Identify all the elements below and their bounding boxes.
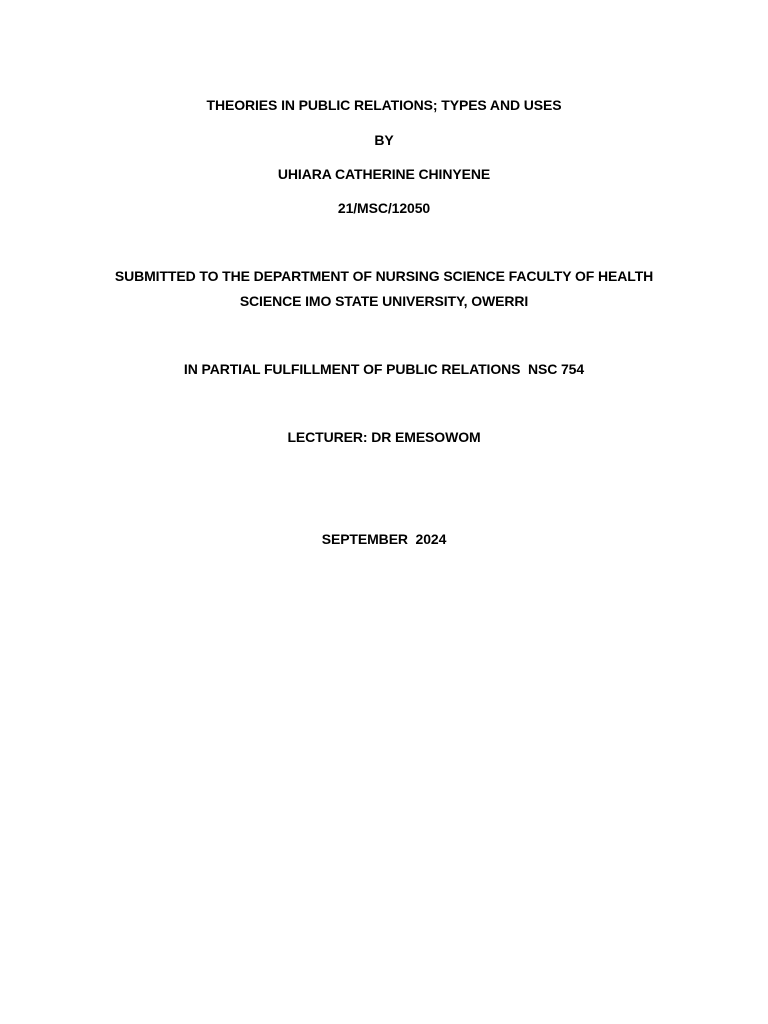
submitted-to-line-1: SUBMITTED TO THE DEPARTMENT OF NURSING SCIENCE FACULTY OF HEALTH [114,268,654,284]
registration-number: 21/MSC/12050 [337,200,431,216]
lecturer: LECTURER: DR EMESOWOM [287,429,481,445]
partial-fulfillment: IN PARTIAL FULFILLMENT OF PUBLIC RELATIONS NSC 754 [183,361,585,377]
submission-date: SEPTEMBER 2024 [321,531,447,547]
author-name: UHIARA CATHERINE CHINYENE [277,166,491,182]
submitted-to-line-2: SCIENCE IMO STATE UNIVERSITY, OWERRI [239,293,529,309]
by-label: BY [374,132,394,148]
document-title: THEORIES IN PUBLIC RELATIONS; TYPES AND USES [206,97,562,113]
